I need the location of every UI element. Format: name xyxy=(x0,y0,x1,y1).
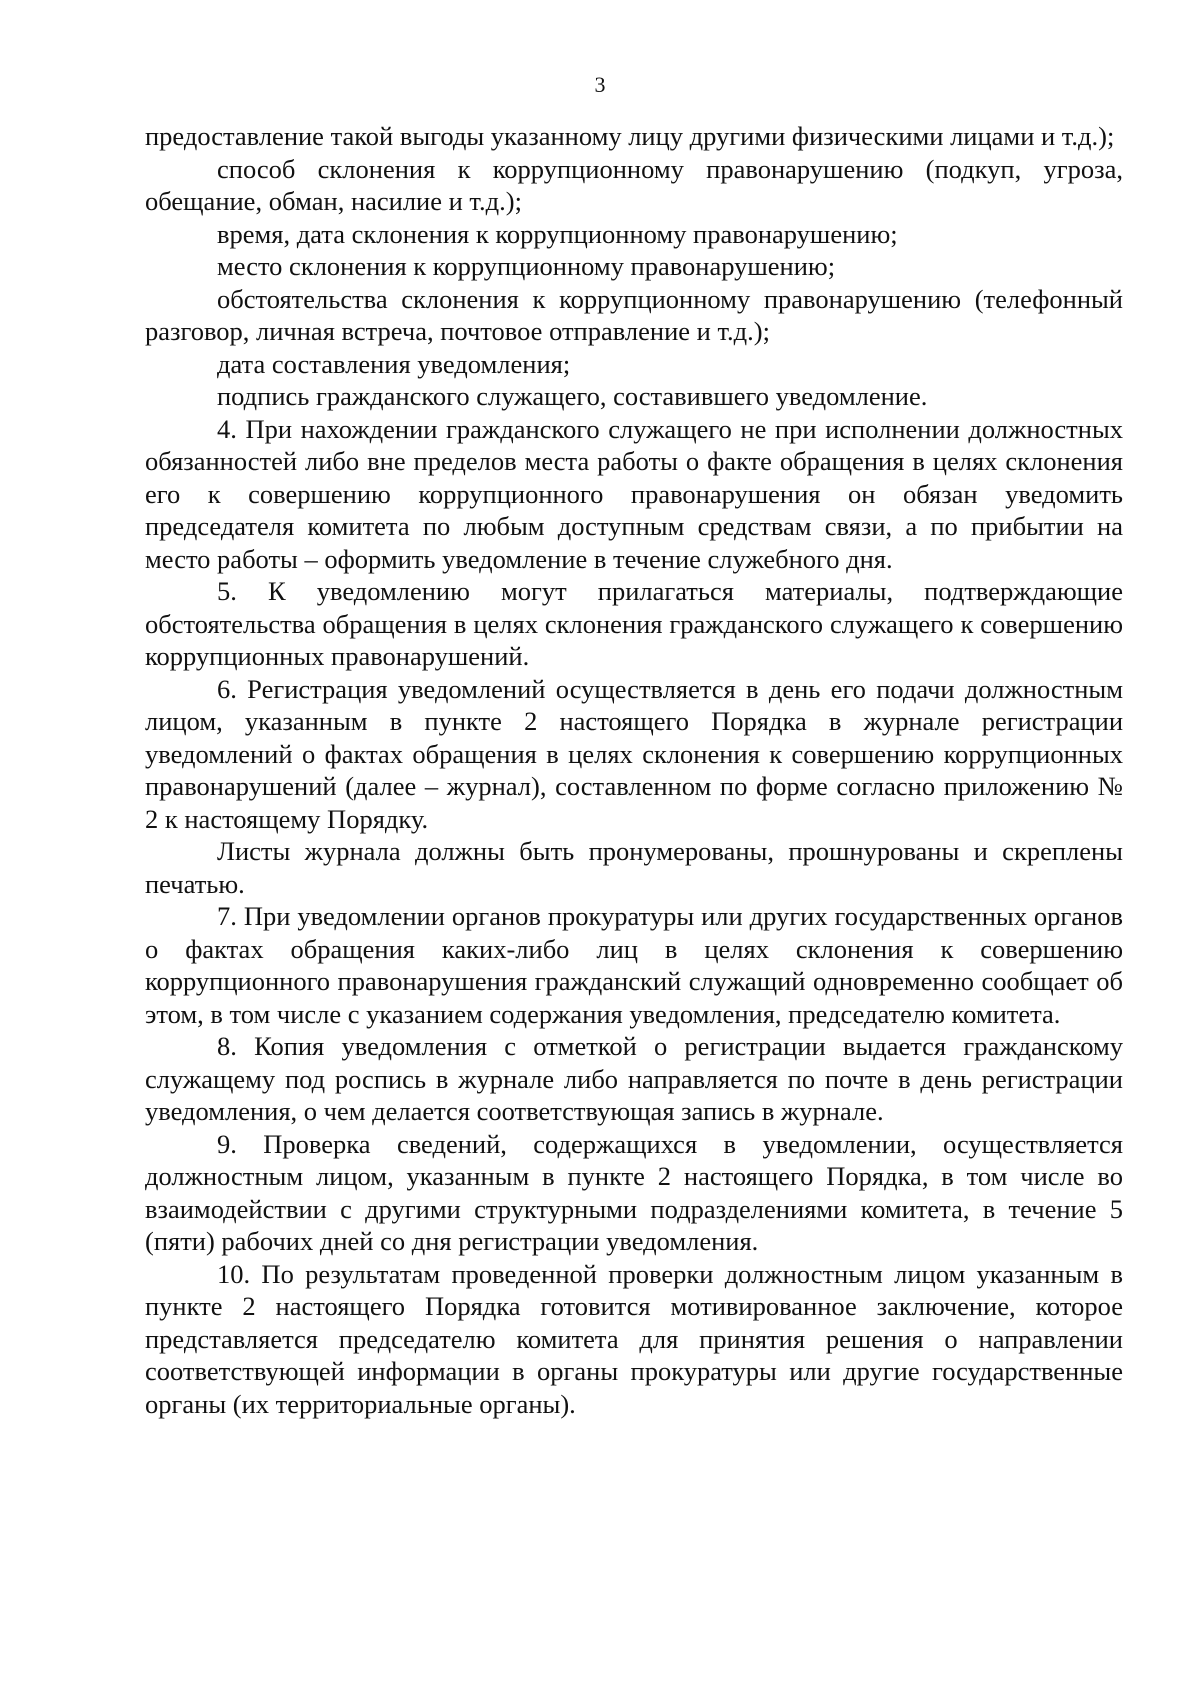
paragraph-item-8: 8. Копия уведомления с отметкой о регистрации выдается гражданскому служащему под роспись в журнале либо направляется по почте в день регистрации уведомления, о чем делается соответствующая запись в журнале. xyxy=(145,1031,1123,1126)
paragraph: способ склонения к коррупционному правонарушению (подкуп, угроза, обещание, обман, насилие и т.д.); xyxy=(145,153,1123,216)
paragraph: дата составления уведомления; xyxy=(217,348,571,379)
paragraph: место склонения к коррупционному правонарушению; xyxy=(217,251,836,281)
paragraph-item-7: 7. При уведомлении органов прокуратуры или других государственных органов о фактах обращения каких-либо лиц в целях склонения к совершению коррупционного правонарушения гражданский служащий одновременно сообщает об этом, в том числе с указанием содержания уведомления, председателю комитета. xyxy=(145,901,1123,1029)
paragraph-item-5: 5. К уведомлению могут прилагаться материалы, подтверждающие обстоятельства обращения в целях склонения гражданского служащего к совершению коррупционных правонарушений. xyxy=(145,576,1123,671)
paragraph: предоставление такой выгоды указанному лицу другими физическими лицами и т.д.); xyxy=(145,121,1115,151)
paragraph-item-10: 10. По результатам проведенной проверки должностным лицом указанным в пункте 2 настоящего Порядка готовится мотивированное заключение, которое представляется председателю комитета для принятия решения о направлении соответствующей информации в органы прокуратуры или другие государственные органы (их территориальные органы). xyxy=(145,1258,1123,1419)
page-number: 3 xyxy=(594,72,606,97)
paragraph-item-6: 6. Регистрация уведомлений осуществляется в день его подачи должностным лицом, указанным в пункте 2 настоящего Порядка в журнале регистрации уведомлений о фактах обращения в целях склонения к совершению коррупционных правонарушений (далее – журнал), составленном по форме согласно приложению № 2 к настоящему Порядку. xyxy=(145,673,1123,834)
paragraph-item-9: 9. Проверка сведений, содержащихся в уведомлении, осуществляется должностным лицом, указанным в пункте 2 настоящего Порядка, в том числе во взаимодействии с другими структурными подразделениями комитета, в течение 5 (пяти) рабочих дней со дня регистрации уведомления. xyxy=(145,1128,1123,1256)
paragraph: Листы журнала должны быть пронумерованы, прошнурованы и скреплены печатью. xyxy=(145,836,1123,899)
paragraph-item-4: 4. При нахождении гражданского служащего не при исполнении должностных обязанностей либо вне пределов места работы о факте обращения в целях склонения его к совершению коррупционного правонарушения он обязан уведомить председателя комитета по любым доступным средствам связи, а по прибытии на место работы – оформить уведомление в течение служебного дня. xyxy=(145,413,1123,574)
document-body xyxy=(145,120,1123,1420)
paragraph: время, дата склонения к коррупционному правонарушению; xyxy=(217,218,898,249)
paragraph: обстоятельства склонения к коррупционному правонарушению (телефонный разговор, личная встреча, почтовое отправление и т.д.); xyxy=(145,283,1123,346)
paragraph: подпись гражданского служащего, составившего уведомление. xyxy=(217,381,928,411)
